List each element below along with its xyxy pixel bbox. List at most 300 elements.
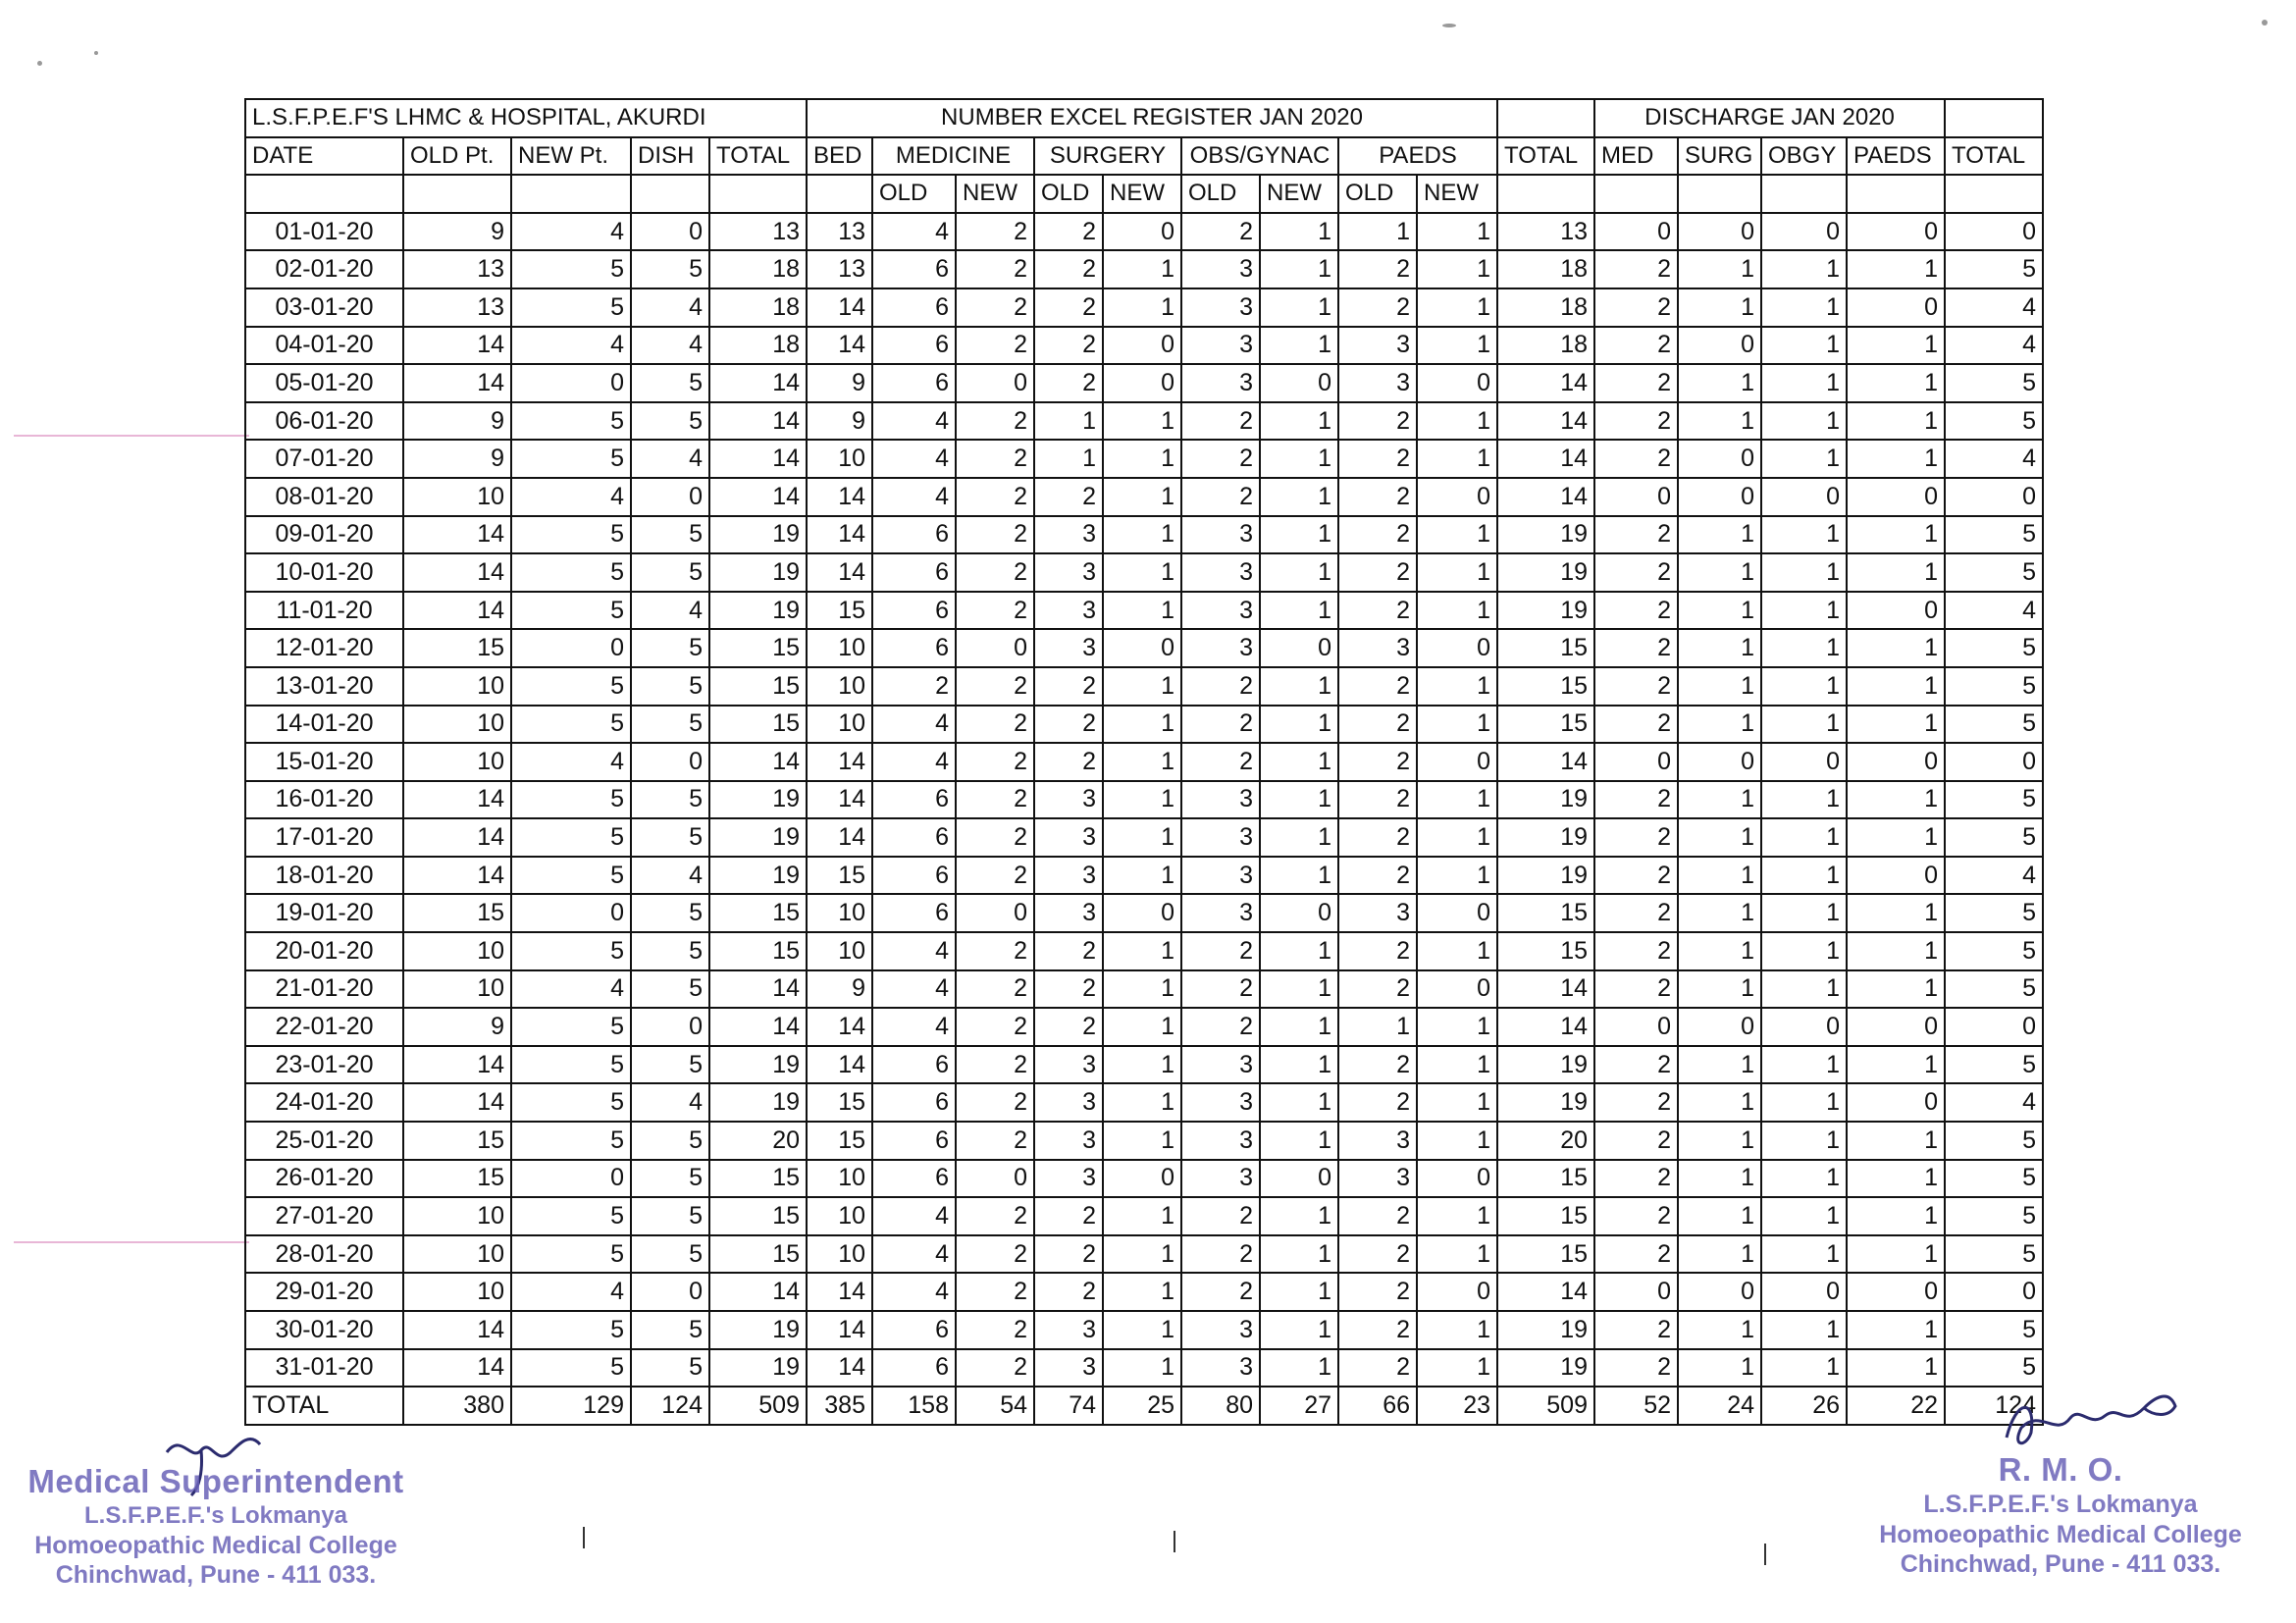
cell-medicine-new: 2 [956, 743, 1034, 781]
total-obs-old: 80 [1181, 1387, 1260, 1425]
table-row [245, 1008, 2043, 1046]
scan-tick-mark [1174, 1531, 1175, 1552]
cell-medicine-old: 6 [872, 1083, 956, 1122]
cell-discharge-paeds: 1 [1847, 1311, 1945, 1349]
cell-discharge-surg: 1 [1678, 1160, 1761, 1198]
cell-paeds-new: 0 [1417, 1273, 1497, 1311]
cell-obs-old: 3 [1181, 1311, 1260, 1349]
col-obs-gynac: OBS/GYNAC [1181, 137, 1338, 176]
cell-total: 19 [709, 553, 807, 592]
header-blank [1497, 99, 1594, 137]
row-date: 05-01-20 [245, 364, 403, 402]
cell-obs-new: 1 [1260, 781, 1338, 819]
cell-bed: 10 [807, 706, 872, 744]
cell-discharge-med: 0 [1594, 1273, 1678, 1311]
cell-old-pt: 14 [403, 592, 511, 630]
totals-row [245, 1387, 2043, 1425]
cell-medicine-old: 4 [872, 440, 956, 478]
cell-medicine-new: 2 [956, 667, 1034, 706]
cell-old-pt: 14 [403, 553, 511, 592]
cell-discharge-paeds: 1 [1847, 970, 1945, 1009]
cell-ward-total: 18 [1497, 250, 1594, 288]
cell-total: 14 [709, 440, 807, 478]
cell-ward-total: 15 [1497, 1160, 1594, 1198]
cell-discharge-med: 2 [1594, 250, 1678, 288]
cell-medicine-old: 6 [872, 781, 956, 819]
cell-surgery-new: 1 [1103, 1046, 1181, 1084]
cell-surgery-old: 3 [1034, 516, 1103, 554]
cell-medicine-new: 2 [956, 1197, 1034, 1235]
cell-total: 19 [709, 1349, 807, 1387]
cell-paeds-old: 3 [1338, 364, 1417, 402]
cell-discharge-obgy: 1 [1761, 1160, 1847, 1198]
cell-bed: 13 [807, 250, 872, 288]
cell-surgery-new: 0 [1103, 894, 1181, 932]
cell-obs-new: 1 [1260, 932, 1338, 970]
cell-surgery-new: 1 [1103, 440, 1181, 478]
cell-surgery-new: 0 [1103, 629, 1181, 667]
cell-medicine-new: 2 [956, 1349, 1034, 1387]
cell-discharge-surg: 1 [1678, 516, 1761, 554]
cell-new-pt: 0 [511, 364, 631, 402]
cell-obs-old: 3 [1181, 250, 1260, 288]
cell-ward-total: 14 [1497, 440, 1594, 478]
cell-obs-new: 1 [1260, 1349, 1338, 1387]
cell-new-pt: 5 [511, 706, 631, 744]
cell-ward-total: 14 [1497, 970, 1594, 1009]
cell-obs-old: 2 [1181, 743, 1260, 781]
cell-obs-old: 3 [1181, 364, 1260, 402]
cell-medicine-old: 6 [872, 629, 956, 667]
cell-paeds-old: 2 [1338, 706, 1417, 744]
cell-medicine-new: 2 [956, 213, 1034, 251]
cell-surgery-new: 0 [1103, 213, 1181, 251]
cell-dish: 0 [631, 1008, 709, 1046]
cell-obs-new: 1 [1260, 478, 1338, 516]
cell-paeds-new: 1 [1417, 1122, 1497, 1160]
cell-new-pt: 5 [511, 1083, 631, 1122]
cell-surgery-new: 1 [1103, 857, 1181, 895]
cell-total: 14 [709, 1008, 807, 1046]
cell-paeds-old: 2 [1338, 1273, 1417, 1311]
col-bed: BED [807, 137, 872, 176]
cell-obs-old: 2 [1181, 970, 1260, 1009]
cell-discharge-obgy: 0 [1761, 478, 1847, 516]
column-header-row [245, 137, 2043, 176]
cell-discharge-obgy: 1 [1761, 706, 1847, 744]
cell-discharge-paeds: 1 [1847, 402, 1945, 441]
cell-discharge-obgy: 1 [1761, 894, 1847, 932]
cell-surgery-old: 3 [1034, 857, 1103, 895]
cell-discharge-surg: 1 [1678, 932, 1761, 970]
cell-medicine-old: 4 [872, 743, 956, 781]
sub-surgery-new: NEW [1103, 175, 1181, 213]
cell-discharge-med: 0 [1594, 1008, 1678, 1046]
cell-surgery-new: 1 [1103, 667, 1181, 706]
row-date: 30-01-20 [245, 1311, 403, 1349]
cell-paeds-new: 1 [1417, 553, 1497, 592]
cell-new-pt: 4 [511, 1273, 631, 1311]
cell-medicine-old: 6 [872, 327, 956, 365]
cell-paeds-new: 1 [1417, 1349, 1497, 1387]
cell-obs-old: 3 [1181, 857, 1260, 895]
cell-discharge-total: 5 [1945, 629, 2043, 667]
cell-paeds-new: 1 [1417, 402, 1497, 441]
cell-discharge-paeds: 1 [1847, 250, 1945, 288]
table-row [245, 478, 2043, 516]
cell-new-pt: 0 [511, 894, 631, 932]
cell-obs-new: 1 [1260, 440, 1338, 478]
table-row [245, 743, 2043, 781]
col-old-pt: OLD Pt. [403, 137, 511, 176]
cell-medicine-new: 2 [956, 402, 1034, 441]
cell-obs-old: 2 [1181, 706, 1260, 744]
row-date: 27-01-20 [245, 1197, 403, 1235]
cell-discharge-med: 2 [1594, 592, 1678, 630]
cell-surgery-old: 3 [1034, 1122, 1103, 1160]
cell-discharge-paeds: 1 [1847, 629, 1945, 667]
cell-obs-new: 1 [1260, 1008, 1338, 1046]
cell-obs-old: 2 [1181, 667, 1260, 706]
cell-surgery-new: 1 [1103, 932, 1181, 970]
cell-dish: 5 [631, 1311, 709, 1349]
cell-new-pt: 4 [511, 743, 631, 781]
cell-discharge-total: 5 [1945, 1235, 2043, 1274]
cell-paeds-old: 2 [1338, 402, 1417, 441]
cell-discharge-surg: 0 [1678, 327, 1761, 365]
cell-discharge-paeds: 1 [1847, 781, 1945, 819]
cell-obs-old: 2 [1181, 402, 1260, 441]
col-ward-total: TOTAL [1497, 137, 1594, 176]
cell-new-pt: 5 [511, 818, 631, 857]
cell-obs-new: 1 [1260, 667, 1338, 706]
cell-new-pt: 5 [511, 553, 631, 592]
cell-medicine-old: 4 [872, 402, 956, 441]
cell-medicine-new: 2 [956, 288, 1034, 327]
cell-discharge-total: 5 [1945, 1122, 2043, 1160]
total-total: 509 [709, 1387, 807, 1425]
cell-discharge-paeds: 1 [1847, 706, 1945, 744]
scan-speck [2262, 20, 2268, 26]
row-date: 18-01-20 [245, 857, 403, 895]
rmo-stamp [1845, 1450, 2276, 1580]
cell-dish: 4 [631, 592, 709, 630]
cell-obs-old: 3 [1181, 592, 1260, 630]
cell-discharge-total: 4 [1945, 327, 2043, 365]
table-row [245, 1046, 2043, 1084]
cell-discharge-med: 2 [1594, 1160, 1678, 1198]
cell-medicine-new: 2 [956, 1122, 1034, 1160]
cell-ward-total: 14 [1497, 364, 1594, 402]
cell-paeds-old: 2 [1338, 932, 1417, 970]
total-discharge-surg: 24 [1678, 1387, 1761, 1425]
col-surg: SURG [1678, 137, 1761, 176]
table-row [245, 894, 2043, 932]
cell-obs-old: 3 [1181, 1160, 1260, 1198]
cell-bed: 10 [807, 667, 872, 706]
cell-discharge-paeds: 0 [1847, 288, 1945, 327]
cell-old-pt: 15 [403, 1160, 511, 1198]
cell-medicine-old: 6 [872, 1160, 956, 1198]
row-date: 21-01-20 [245, 970, 403, 1009]
cell-discharge-total: 5 [1945, 970, 2043, 1009]
cell-old-pt: 10 [403, 1235, 511, 1274]
cell-medicine-new: 2 [956, 1311, 1034, 1349]
cell-old-pt: 9 [403, 440, 511, 478]
table-row [245, 706, 2043, 744]
cell-discharge-obgy: 1 [1761, 402, 1847, 441]
cell-discharge-surg: 1 [1678, 894, 1761, 932]
cell-discharge-obgy: 1 [1761, 932, 1847, 970]
stamp-line: Homoeopathic Medical College [1879, 1520, 2242, 1548]
col-discharge-total: TOTAL [1945, 137, 2043, 176]
sub-paeds-old: OLD [1338, 175, 1417, 213]
cell-surgery-old: 3 [1034, 1349, 1103, 1387]
cell-bed: 10 [807, 894, 872, 932]
scan-line-mark [14, 435, 249, 437]
cell-obs-old: 3 [1181, 894, 1260, 932]
cell-medicine-old: 4 [872, 213, 956, 251]
cell-old-pt: 15 [403, 894, 511, 932]
cell-obs-old: 2 [1181, 478, 1260, 516]
cell-surgery-old: 2 [1034, 364, 1103, 402]
cell-medicine-old: 6 [872, 288, 956, 327]
row-date: 16-01-20 [245, 781, 403, 819]
cell-paeds-new: 0 [1417, 629, 1497, 667]
cell-dish: 5 [631, 932, 709, 970]
cell-total: 15 [709, 1160, 807, 1198]
table-row [245, 402, 2043, 441]
cell-discharge-total: 5 [1945, 364, 2043, 402]
cell-surgery-old: 3 [1034, 1046, 1103, 1084]
cell-medicine-old: 4 [872, 1235, 956, 1274]
cell-ward-total: 15 [1497, 1235, 1594, 1274]
subheader-blank [1678, 175, 1761, 213]
cell-medicine-new: 2 [956, 478, 1034, 516]
cell-surgery-old: 2 [1034, 1008, 1103, 1046]
cell-bed: 9 [807, 970, 872, 1009]
cell-discharge-paeds: 0 [1847, 743, 1945, 781]
row-date: 29-01-20 [245, 1273, 403, 1311]
cell-paeds-new: 1 [1417, 250, 1497, 288]
cell-dish: 5 [631, 1046, 709, 1084]
cell-surgery-new: 1 [1103, 478, 1181, 516]
cell-total: 15 [709, 629, 807, 667]
cell-new-pt: 5 [511, 288, 631, 327]
cell-old-pt: 10 [403, 706, 511, 744]
cell-bed: 10 [807, 1235, 872, 1274]
cell-discharge-med: 2 [1594, 440, 1678, 478]
cell-surgery-new: 1 [1103, 1008, 1181, 1046]
cell-surgery-old: 3 [1034, 894, 1103, 932]
sub-obs-old: OLD [1181, 175, 1260, 213]
cell-obs-old: 2 [1181, 1235, 1260, 1274]
table-row [245, 364, 2043, 402]
table-row [245, 1311, 2043, 1349]
cell-bed: 14 [807, 818, 872, 857]
cell-surgery-new: 0 [1103, 327, 1181, 365]
cell-new-pt: 5 [511, 440, 631, 478]
cell-paeds-old: 2 [1338, 667, 1417, 706]
cell-discharge-surg: 1 [1678, 1349, 1761, 1387]
cell-dish: 4 [631, 440, 709, 478]
cell-discharge-surg: 1 [1678, 1197, 1761, 1235]
cell-surgery-new: 1 [1103, 1349, 1181, 1387]
cell-new-pt: 4 [511, 213, 631, 251]
cell-discharge-total: 0 [1945, 478, 2043, 516]
cell-discharge-surg: 1 [1678, 592, 1761, 630]
cell-paeds-old: 2 [1338, 1197, 1417, 1235]
cell-bed: 10 [807, 1160, 872, 1198]
cell-discharge-total: 5 [1945, 706, 2043, 744]
cell-discharge-med: 2 [1594, 1349, 1678, 1387]
cell-discharge-obgy: 1 [1761, 327, 1847, 365]
cell-medicine-old: 4 [872, 706, 956, 744]
cell-medicine-old: 6 [872, 894, 956, 932]
cell-discharge-surg: 1 [1678, 629, 1761, 667]
cell-dish: 5 [631, 1349, 709, 1387]
cell-dish: 5 [631, 970, 709, 1009]
cell-paeds-old: 3 [1338, 1122, 1417, 1160]
cell-surgery-old: 2 [1034, 478, 1103, 516]
cell-old-pt: 14 [403, 1046, 511, 1084]
row-date: 25-01-20 [245, 1122, 403, 1160]
cell-dish: 5 [631, 1122, 709, 1160]
cell-medicine-new: 2 [956, 440, 1034, 478]
cell-surgery-new: 1 [1103, 553, 1181, 592]
cell-ward-total: 15 [1497, 629, 1594, 667]
cell-paeds-new: 1 [1417, 1311, 1497, 1349]
cell-bed: 13 [807, 213, 872, 251]
cell-obs-new: 1 [1260, 1311, 1338, 1349]
cell-medicine-new: 0 [956, 894, 1034, 932]
cell-surgery-new: 1 [1103, 970, 1181, 1009]
cell-old-pt: 10 [403, 1273, 511, 1311]
cell-surgery-new: 0 [1103, 364, 1181, 402]
cell-discharge-med: 2 [1594, 1122, 1678, 1160]
cell-obs-old: 2 [1181, 932, 1260, 970]
cell-old-pt: 9 [403, 213, 511, 251]
cell-ward-total: 19 [1497, 1311, 1594, 1349]
cell-new-pt: 5 [511, 1349, 631, 1387]
cell-discharge-surg: 1 [1678, 1122, 1761, 1160]
cell-bed: 14 [807, 1349, 872, 1387]
row-date: 12-01-20 [245, 629, 403, 667]
cell-discharge-paeds: 1 [1847, 667, 1945, 706]
cell-discharge-obgy: 1 [1761, 1046, 1847, 1084]
cell-total: 19 [709, 857, 807, 895]
cell-total: 19 [709, 781, 807, 819]
cell-obs-new: 1 [1260, 1046, 1338, 1084]
cell-paeds-old: 2 [1338, 1349, 1417, 1387]
cell-paeds-old: 1 [1338, 213, 1417, 251]
cell-new-pt: 5 [511, 592, 631, 630]
cell-bed: 9 [807, 364, 872, 402]
rmo-signature [1997, 1379, 2183, 1457]
cell-paeds-new: 1 [1417, 1046, 1497, 1084]
cell-obs-new: 1 [1260, 213, 1338, 251]
cell-obs-old: 2 [1181, 1197, 1260, 1235]
cell-discharge-surg: 1 [1678, 288, 1761, 327]
col-surgery: SURGERY [1034, 137, 1181, 176]
cell-dish: 5 [631, 1197, 709, 1235]
cell-paeds-old: 2 [1338, 478, 1417, 516]
cell-discharge-med: 2 [1594, 781, 1678, 819]
cell-discharge-paeds: 0 [1847, 1083, 1945, 1122]
cell-discharge-paeds: 1 [1847, 364, 1945, 402]
cell-discharge-obgy: 1 [1761, 1197, 1847, 1235]
cell-dish: 5 [631, 1160, 709, 1198]
stamp-line: Homoeopathic Medical College [34, 1531, 397, 1559]
cell-discharge-surg: 1 [1678, 970, 1761, 1009]
cell-obs-new: 0 [1260, 894, 1338, 932]
table-row [245, 288, 2043, 327]
cell-discharge-total: 5 [1945, 1197, 2043, 1235]
cell-surgery-new: 1 [1103, 516, 1181, 554]
discharge-title: DISCHARGE JAN 2020 [1594, 99, 1945, 137]
cell-obs-old: 3 [1181, 327, 1260, 365]
cell-surgery-old: 2 [1034, 1273, 1103, 1311]
cell-paeds-new: 0 [1417, 1160, 1497, 1198]
cell-surgery-new: 1 [1103, 288, 1181, 327]
cell-ward-total: 20 [1497, 1122, 1594, 1160]
row-date: 10-01-20 [245, 553, 403, 592]
cell-obs-new: 1 [1260, 1083, 1338, 1122]
cell-total: 15 [709, 667, 807, 706]
cell-obs-old: 3 [1181, 1083, 1260, 1122]
cell-medicine-new: 2 [956, 1235, 1034, 1274]
cell-discharge-paeds: 1 [1847, 327, 1945, 365]
cell-discharge-surg: 1 [1678, 250, 1761, 288]
cell-surgery-new: 1 [1103, 1235, 1181, 1274]
cell-obs-new: 1 [1260, 1197, 1338, 1235]
cell-discharge-total: 5 [1945, 894, 2043, 932]
cell-surgery-new: 1 [1103, 706, 1181, 744]
cell-dish: 4 [631, 327, 709, 365]
cell-obs-new: 0 [1260, 364, 1338, 402]
cell-old-pt: 14 [403, 516, 511, 554]
cell-medicine-old: 4 [872, 932, 956, 970]
cell-ward-total: 15 [1497, 667, 1594, 706]
cell-new-pt: 5 [511, 857, 631, 895]
cell-surgery-old: 3 [1034, 553, 1103, 592]
cell-new-pt: 5 [511, 1311, 631, 1349]
cell-surgery-new: 1 [1103, 250, 1181, 288]
col-total: TOTAL [709, 137, 807, 176]
cell-surgery-old: 2 [1034, 932, 1103, 970]
cell-paeds-old: 2 [1338, 781, 1417, 819]
table-row [245, 1273, 2043, 1311]
cell-discharge-med: 2 [1594, 706, 1678, 744]
cell-medicine-new: 0 [956, 629, 1034, 667]
cell-paeds-new: 1 [1417, 818, 1497, 857]
cell-old-pt: 10 [403, 1197, 511, 1235]
cell-discharge-total: 5 [1945, 516, 2043, 554]
cell-surgery-old: 3 [1034, 781, 1103, 819]
cell-ward-total: 18 [1497, 327, 1594, 365]
cell-discharge-med: 2 [1594, 288, 1678, 327]
cell-surgery-old: 2 [1034, 706, 1103, 744]
table-row [245, 818, 2043, 857]
cell-discharge-total: 5 [1945, 1311, 2043, 1349]
cell-discharge-paeds: 0 [1847, 213, 1945, 251]
col-obgy: OBGY [1761, 137, 1847, 176]
cell-discharge-surg: 0 [1678, 478, 1761, 516]
cell-discharge-med: 2 [1594, 1046, 1678, 1084]
cell-discharge-obgy: 0 [1761, 743, 1847, 781]
cell-paeds-new: 1 [1417, 932, 1497, 970]
cell-discharge-paeds: 1 [1847, 1160, 1945, 1198]
